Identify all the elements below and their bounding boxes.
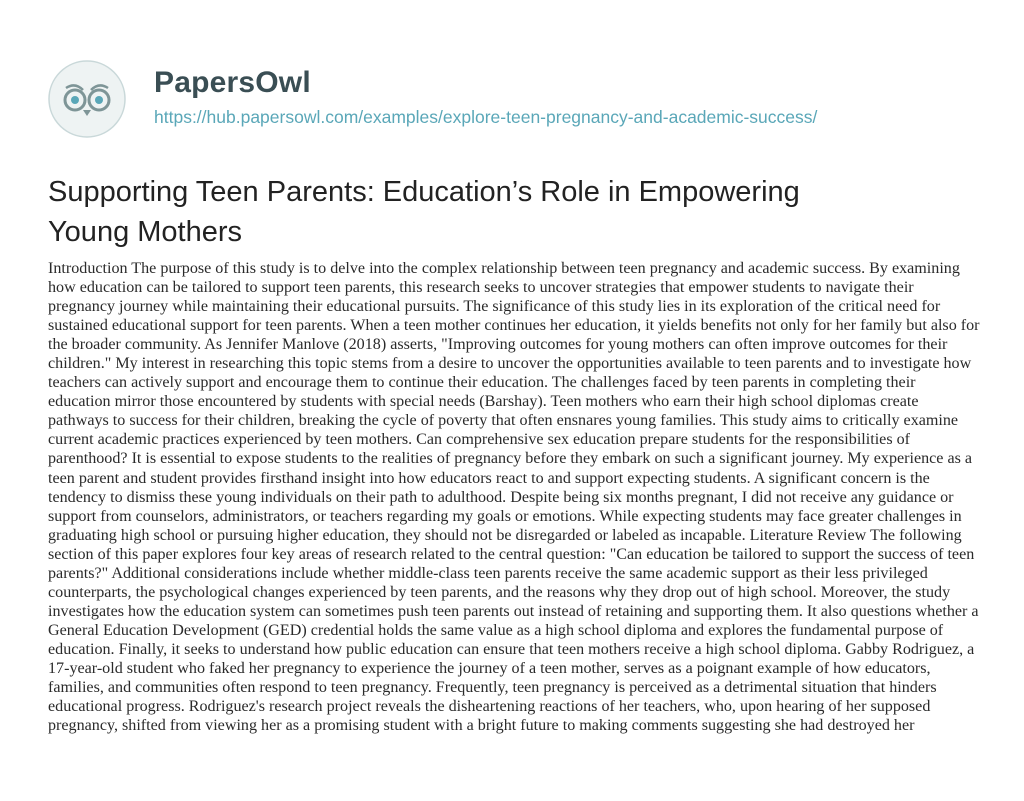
- page-title: Supporting Teen Parents: Education’s Role in Empowering Young Mothers: [48, 176, 800, 248]
- article-body: Introduction The purpose of this study is to delve into the complex relationship between teen pregnancy and academic success. By examining how education can be tailored to support teen parents, this research seeks to uncover strategies that empower students to navigate their pregnancy journey while maintaining their educational pursuits. The significance of this study lies in its exploration of the critical need for sustained educational support for teen parents. When a teen mother continues her education, it yields benefits not only for her family but also for the broader community. As Jennifer Manlove (2018) asserts, "Improving outcomes for young mothers can often improve outcomes for their children." My interest in researching this topic stems from a desire to uncover the opportunities available to teen parents and to investigate how teachers can actively support and encourage them to continue their education. The challenges faced by teen parents in completing their education mirror those encountered by students with special needs (Barshay). Teen mothers who earn their high school diplomas create pathways to success for their children, breaking the cycle of poverty that often ensnares young families. This study aims to critically examine current academic practices experienced by teen mothers. Can comprehensive sex education prepare students for the responsibilities of parenthood? It is essential to expose students to the realities of pregnancy before they embark on such a significant journey. My experience as a teen parent and student provides firsthand insight into how educators react to and support expecting students. A significant concern is the tendency to dismiss these young individuals on their path to adulthood. Despite being six months pregnant, I did not receive any guidance or support from counselors, administrators, or teachers regarding my goals or emotions. While expecting students may face greater challenges in graduating high school or pursuing higher education, they should not be disregarded or labeled as incapable. Literature Review The following section of this paper explores four key areas of research related to the central question: "Can education be tailored to support the success of teen parents?" Additional considerations include whether middle-class teen parents receive the same academic support as their less privileged counterparts, the psychological changes experienced by teen parents, and the reasons why they drop out of high school. Moreover, the study investigates how the education system can sometimes push teen parents out instead of retaining and supporting them. It also questions whether a General Education Development (GED) credential holds the same value as a high school diploma and explores the fundamental purpose of education. Finally, it seeks to understand how public education can ensure that teen mothers receive a high school diploma. Gabby Rodriguez, a 17-year-old student who faked her pregnancy to experience the journey of a teen mother, serves as a poignant example of how educators, families, and communities often respond to teen pregnancy. Frequently, teen pregnancy is perceived as a detrimental situation that hinders educational progress. Rodriguez's research project reveals the disheartening reactions of her teachers, who, upon hearing of her supposed pregnancy, shifted from viewing her as a promising student with a bright future to making comments suggesting she had destroyed her: [48, 260, 980, 735]
- owl-logo-icon[interactable]: [48, 60, 126, 138]
- brand-name[interactable]: PapersOwl: [154, 66, 311, 99]
- source-url-link[interactable]: https://hub.papersowl.com/examples/explore-teen-pregnancy-and-academic-success/: [154, 107, 818, 127]
- site-header: [48, 36, 978, 136]
